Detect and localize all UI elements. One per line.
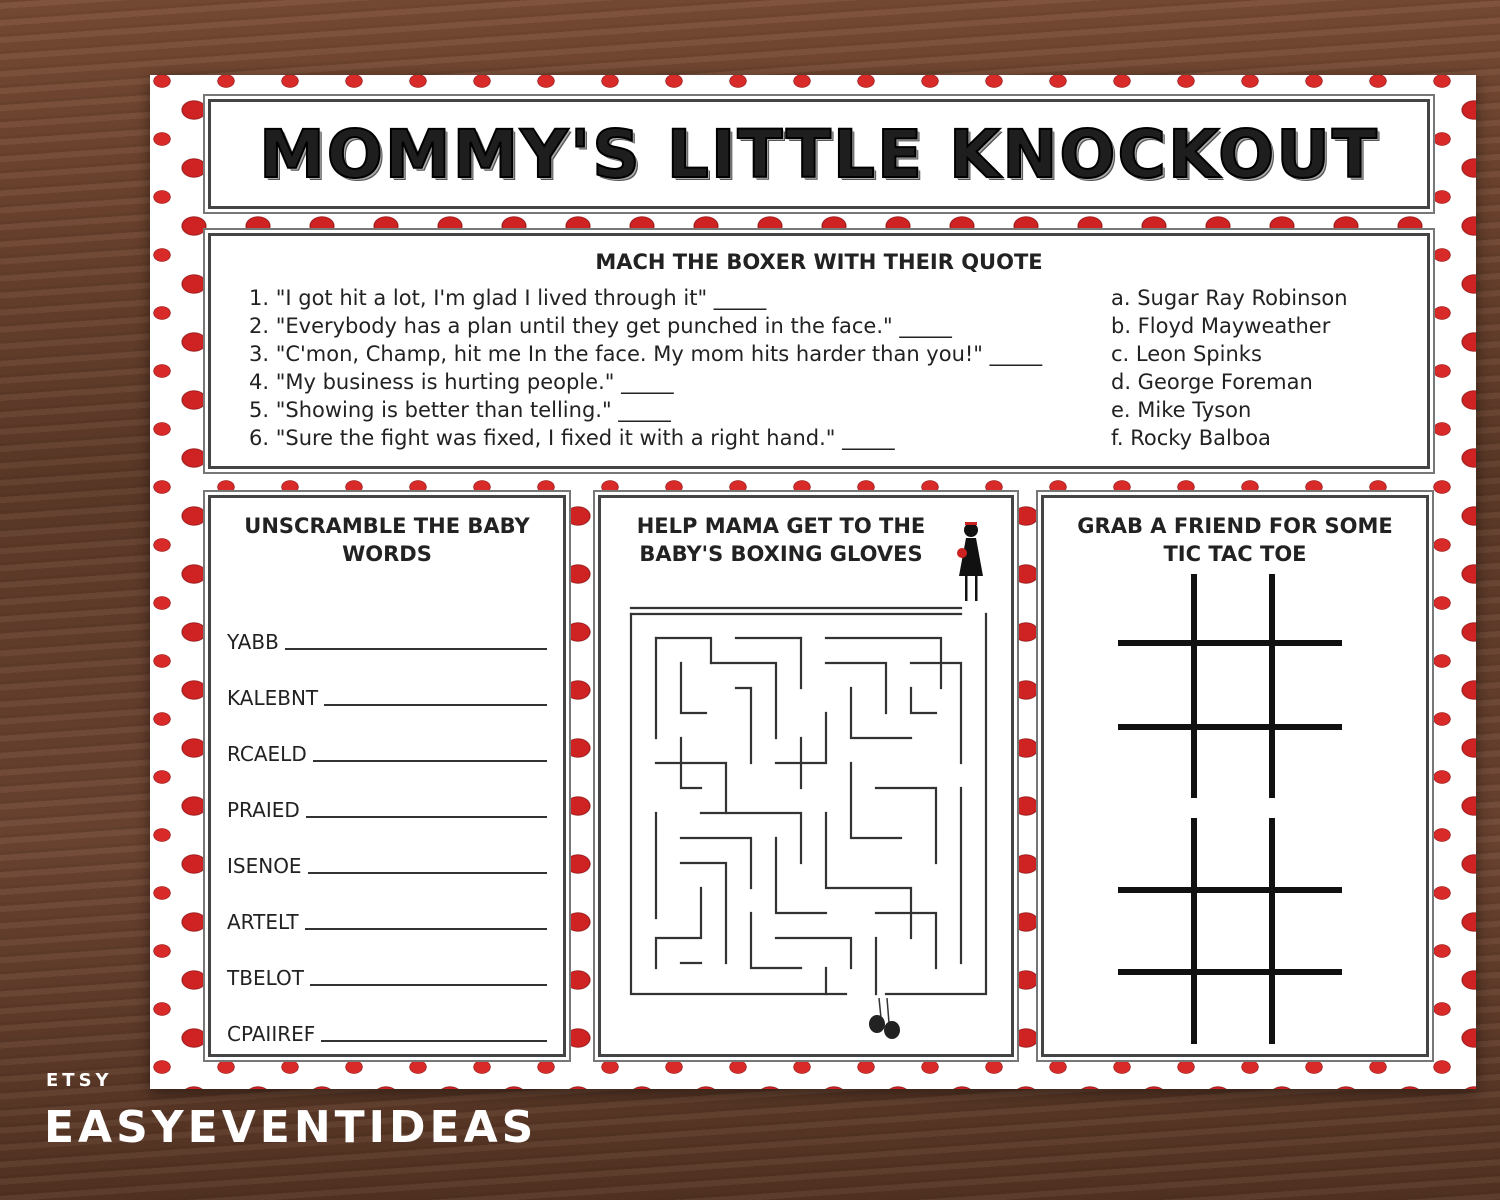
maze-heading-line2: BABY'S BOXING GLOVES xyxy=(639,542,923,566)
answer-blank[interactable] xyxy=(324,704,547,706)
scrambled-word: TBELOT xyxy=(227,966,304,990)
answer-blank[interactable] xyxy=(321,1040,547,1042)
quote-item: 2. "Everybody has a plan until they get punched in the face." _____ xyxy=(249,314,952,338)
answer-blank[interactable] xyxy=(310,984,547,986)
quote-item: 3. "C'mon, Champ, hit me In the face. My mom hits harder than you!" _____ xyxy=(249,342,1043,366)
boxer-item: d. George Foreman xyxy=(1111,370,1313,394)
scrambled-word: CPAIIREF xyxy=(227,1022,316,1046)
title-banner xyxy=(208,99,1430,209)
boxer-item: b. Floyd Mayweather xyxy=(1111,314,1331,338)
answer-blank[interactable] xyxy=(306,816,547,818)
tictactoe-boards xyxy=(1044,498,1426,1054)
answer-blank[interactable] xyxy=(308,872,547,874)
boxer-item: e. Mike Tyson xyxy=(1111,398,1252,422)
unscramble-heading-line1: UNSCRAMBLE THE BABY xyxy=(244,514,530,538)
scrambled-word-list xyxy=(227,598,547,1046)
activity-sheet xyxy=(150,75,1476,1089)
word-row xyxy=(227,654,547,710)
unscramble-heading xyxy=(211,512,563,568)
maze-walls xyxy=(631,608,986,994)
boxer-list xyxy=(1111,284,1411,452)
word-row xyxy=(227,990,547,1046)
tictactoe-heading-line1: GRAB A FRIEND FOR SOME xyxy=(1077,514,1393,538)
answer-blank[interactable] xyxy=(285,648,547,650)
word-row xyxy=(227,598,547,654)
scrambled-word: KALEBNT xyxy=(227,686,319,710)
word-row xyxy=(227,878,547,934)
shop-name: EASYEVENTIDEAS xyxy=(44,1102,538,1153)
etsy-label: ETSY xyxy=(46,1070,113,1091)
scrambled-word: PRAIED xyxy=(227,798,300,822)
maze-heading-line1: HELP MAMA GET TO THE xyxy=(636,514,926,538)
quote-item: 5. "Showing is better than telling." _____ xyxy=(249,398,671,422)
boxer-item: c. Leon Spinks xyxy=(1111,342,1262,366)
maze[interactable] xyxy=(601,498,1011,1054)
answer-blank[interactable] xyxy=(305,928,547,930)
scrambled-word: YABB xyxy=(227,630,279,654)
unscramble-heading-line2: WORDS xyxy=(342,542,432,566)
quote-item: 6. "Sure the fight was fixed, I fixed it with a right hand." _____ xyxy=(249,426,895,450)
quote-match-panel xyxy=(208,233,1430,469)
scrambled-word: ARTELT xyxy=(227,910,299,934)
word-row xyxy=(227,934,547,990)
quote-item: 4. "My business is hurting people." _____ xyxy=(249,370,674,394)
tictactoe-board-1[interactable] xyxy=(1118,574,1342,798)
maze-panel xyxy=(598,495,1014,1057)
tictactoe-heading-line2: TIC TAC TOE xyxy=(1163,542,1307,566)
answer-blank[interactable] xyxy=(313,760,547,762)
tictactoe-panel xyxy=(1041,495,1429,1057)
quote-list xyxy=(249,284,1089,452)
unscramble-panel xyxy=(208,495,566,1057)
page-title: MOMMY'S LITTLE KNOCKOUT xyxy=(259,115,1379,193)
boxing-gloves-icon xyxy=(869,998,900,1039)
boxer-item: f. Rocky Balboa xyxy=(1111,426,1271,450)
quote-item: 1. "I got hit a lot, I'm glad I lived through it" _____ xyxy=(249,286,767,310)
mama-icon xyxy=(957,522,983,601)
word-row xyxy=(227,766,547,822)
word-row xyxy=(227,822,547,878)
boxer-item: a. Sugar Ray Robinson xyxy=(1111,286,1348,310)
tictactoe-board-2[interactable] xyxy=(1118,818,1342,1044)
quote-heading: MACH THE BOXER WITH THEIR QUOTE xyxy=(595,250,1043,274)
word-row xyxy=(227,710,547,766)
scrambled-word: RCAELD xyxy=(227,742,307,766)
scrambled-word: ISENOE xyxy=(227,854,302,878)
